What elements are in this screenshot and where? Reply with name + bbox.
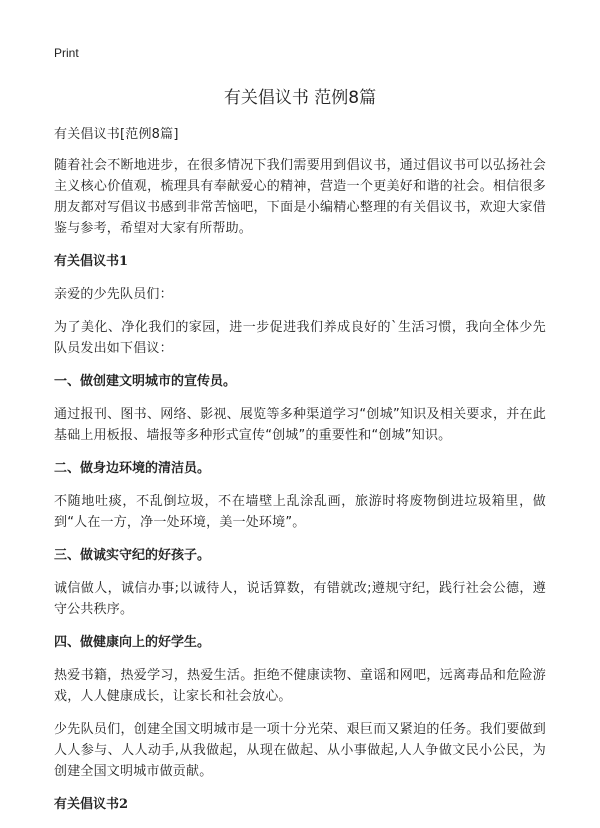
- item-3-heading: 三、做诚实守纪的好孩子。: [54, 548, 211, 563]
- document-title: 有关倡议书 范例8篇: [223, 88, 377, 108]
- print-label: Print: [54, 46, 79, 60]
- letter-1-closing: 少先队员们，创建全国文明城市是一项十分光荣、艰巨而又紧迫的任务。我们要做到人人参与、人人动手,从我做起，从现在做起、从小事做起,人人争做文民小公民，为创建全国文明城市做贡献。: [54, 722, 546, 779]
- item-3-body: 诚信做人，诚信办事;以诚待人，说话算数，有错就改;遵规守纪，践行社会公德，遵守公共秩序。: [54, 581, 546, 617]
- letter-2-heading: 有关倡议书2: [54, 797, 129, 812]
- item-4-heading: 四、做健康向上的好学生。: [54, 635, 211, 650]
- item-1-heading: 一、做创建文明城市的宣传员。: [54, 374, 237, 389]
- item-4-body: 热爱书籍，热爱学习，热爱生活。拒绝不健康读物、童谣和网吧，远离毒品和危险游戏，人人健康成长，让家长和社会放心。: [54, 668, 546, 704]
- letter-1-opening: 为了美化、净化我们的家园，进一步促进我们养成良好的`生活习惯，我向全体少先队员发出如下倡议：: [54, 320, 546, 356]
- letter-1-greeting: 亲爱的少先队员们：: [54, 287, 173, 302]
- intro-paragraph: 随着社会不断地进步，在很多情况下我们需要用到倡议书，通过倡议书可以弘扬社会主义核心价值观，梳理具有奉献爱心的精神，营造一个更美好和谐的社会。相信很多朋友都对写倡议书感到非常苦恼吧，下面是小编精心整理的有关倡议书，欢迎大家借鉴与参考，希望对大家有所帮助。: [54, 158, 546, 236]
- item-2-heading: 二、做身边环境的清洁员。: [54, 461, 211, 476]
- document-subtitle: 有关倡议书[范例8篇]: [54, 127, 179, 142]
- item-1-body: 通过报刊、图书、网络、影视、展览等多种渠道学习“创城”知识及相关要求，并在此基础上用板报、墙报等多种形式宣传“创城”的重要性和“创城”知识。: [54, 407, 546, 443]
- item-2-body: 不随地吐痰，不乱倒垃圾，不在墙壁上乱涂乱画，旅游时将废物倒进垃圾箱里，做到“人在一方，净一处环境，美一处环境”。: [54, 494, 546, 530]
- letter-1-heading: 有关倡议书1: [54, 254, 129, 269]
